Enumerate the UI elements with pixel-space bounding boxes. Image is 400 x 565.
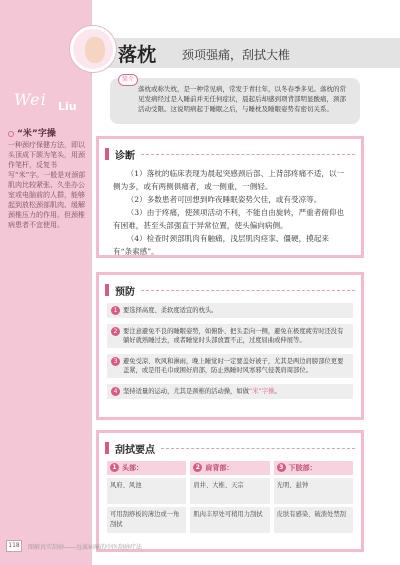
section-marker-icon — [105, 284, 109, 296]
highlight-link: “米”字操 — [248, 388, 275, 395]
brand-tag: Liu — [58, 100, 77, 113]
section-marker-icon — [105, 148, 109, 160]
scraping-table — [107, 461, 353, 533]
diagnosis-item: （4）检查时颈部肌肉有触痛，浅层肌肉痉挛、僵硬，摸起来有“条索感”。 — [113, 234, 329, 256]
scraping-header — [105, 439, 355, 457]
acupoints-cell: 光明、悬钟 — [274, 478, 353, 504]
number-badge: 2 — [193, 463, 202, 472]
intro-text: 落枕或称失枕，是一种常见病，常发于青壮年，以冬春季多见。落枕的常见发病经过是入睡前并无任何症状，晨起后却感到项背部明显酸痛，颈部活动受限。这说明病起于睡眠之后，与睡枕及睡眠姿势有密切关系。 — [138, 85, 346, 113]
brand-word: Wei — [14, 90, 47, 109]
diagnosis-card — [96, 136, 364, 258]
column-header — [190, 461, 269, 475]
acupoints-cell: 肩井、大椎、天宗 — [190, 478, 269, 504]
divider — [141, 154, 355, 155]
page-number: 118 — [6, 540, 22, 552]
prevention-heading: 预防 — [115, 286, 135, 298]
scraping-column — [107, 461, 186, 533]
prevention-item — [107, 303, 353, 318]
prevention-item — [107, 384, 353, 399]
column-title: 头部： — [122, 464, 143, 472]
intro-badge: 简介 — [118, 74, 138, 86]
scraping-heading: 刮拭要点 — [115, 444, 155, 456]
bullet-icon — [8, 131, 14, 137]
footer-text: 图解真实刮痧——远离病痛的中医刮痧疗法 — [28, 543, 143, 551]
prevention-text: 坚持适量的运动，尤其是颈椎的活动操，如做“米”字操。 — [123, 388, 281, 395]
page-footer — [6, 540, 142, 552]
scraping-column — [190, 461, 269, 533]
diagnosis-item: （2）多数患者可回想到昨夜睡眠姿势欠佳，或有受凉等。 — [126, 195, 322, 204]
diagnosis-header — [105, 145, 355, 163]
scraping-column — [274, 461, 353, 533]
number-badge: 1 — [111, 306, 120, 315]
column-title: 下肢部： — [288, 464, 317, 472]
sidebar-note-text: 一种颈疗保健方法，即以头顶成下颌为笔头，用颈作笔杆，反复书写“米”字。一般是对颈部肌肉比较紧张、久坐办公室或电脑前的人群，能够起到放松颈部肌肉、缓解颈椎压力的作用。但颈椎病患者不宜使用。 — [8, 141, 86, 229]
sidebar-note-title — [8, 128, 88, 140]
diagnosis-heading: 诊断 — [115, 150, 135, 162]
prevention-text: 要选择高度、柔软度适宜的枕头。 — [123, 307, 218, 314]
prevention-text: 避免受凉、吹风和淋雨，晚上睡觉时一定要盖好被子，尤其是两边肩膀部位更要盖紧，或是用毛巾或围好肩部，防止熟睡时风寒邪气侵袭肩周部位。 — [123, 358, 344, 374]
diagnosis-item: （3）由于疼痛，使颈项活动不利，不能自由旋转，严重者俯仰也有困难，甚至头部强直于异常位置，使头偏向病侧。 — [113, 208, 345, 230]
prevention-card — [96, 272, 364, 420]
sidebar — [0, 0, 92, 565]
column-title: 肩背部： — [205, 464, 234, 472]
number-badge: 1 — [110, 463, 119, 472]
portrait-illustration — [70, 26, 116, 72]
acupoints-cell: 风府、风池 — [107, 478, 186, 504]
intro-box — [110, 78, 360, 124]
sidebar-note-title-text: “米”字操 — [17, 129, 56, 139]
prevention-item — [107, 324, 353, 348]
number-badge: 2 — [111, 327, 120, 336]
page-title: 落枕 — [118, 44, 157, 66]
divider — [141, 290, 355, 291]
prevention-item — [107, 354, 353, 378]
scraping-card — [96, 430, 364, 552]
number-badge: 3 — [111, 357, 120, 366]
sidebar-note — [8, 128, 88, 230]
divider — [161, 448, 355, 449]
prevention-text: 要注意避免不良的睡眠姿势，如俯卧、把头歪向一侧，避免在极度疲劳时还没有躺好就熟睡过去，或者睡觉时头部放置不正，过度屈曲或伸展等。 — [123, 328, 344, 344]
number-badge: 3 — [277, 463, 286, 472]
method-cell: 肌肉丰厚处可稍用力刮拭 — [190, 507, 269, 533]
number-badge: 4 — [111, 387, 120, 396]
column-header — [274, 461, 353, 475]
face-illustration — [85, 37, 105, 63]
column-header — [107, 461, 186, 475]
page-subtitle: 颈项强痛，刮拭大椎 — [182, 48, 291, 62]
method-cell: 皮肤有感染、破溃处禁刮 — [274, 507, 353, 533]
section-marker-icon — [105, 442, 109, 454]
prevention-header — [105, 281, 355, 299]
diagnosis-item: （1）落枕的临床表现为晨起突感颈后部、上背部疼痛不适，以一侧为多，或有两侧俱痛者，或一侧重，一侧轻。 — [113, 169, 345, 191]
method-cell: 可用刮痧板的薄边或一角刮拭 — [107, 507, 186, 533]
